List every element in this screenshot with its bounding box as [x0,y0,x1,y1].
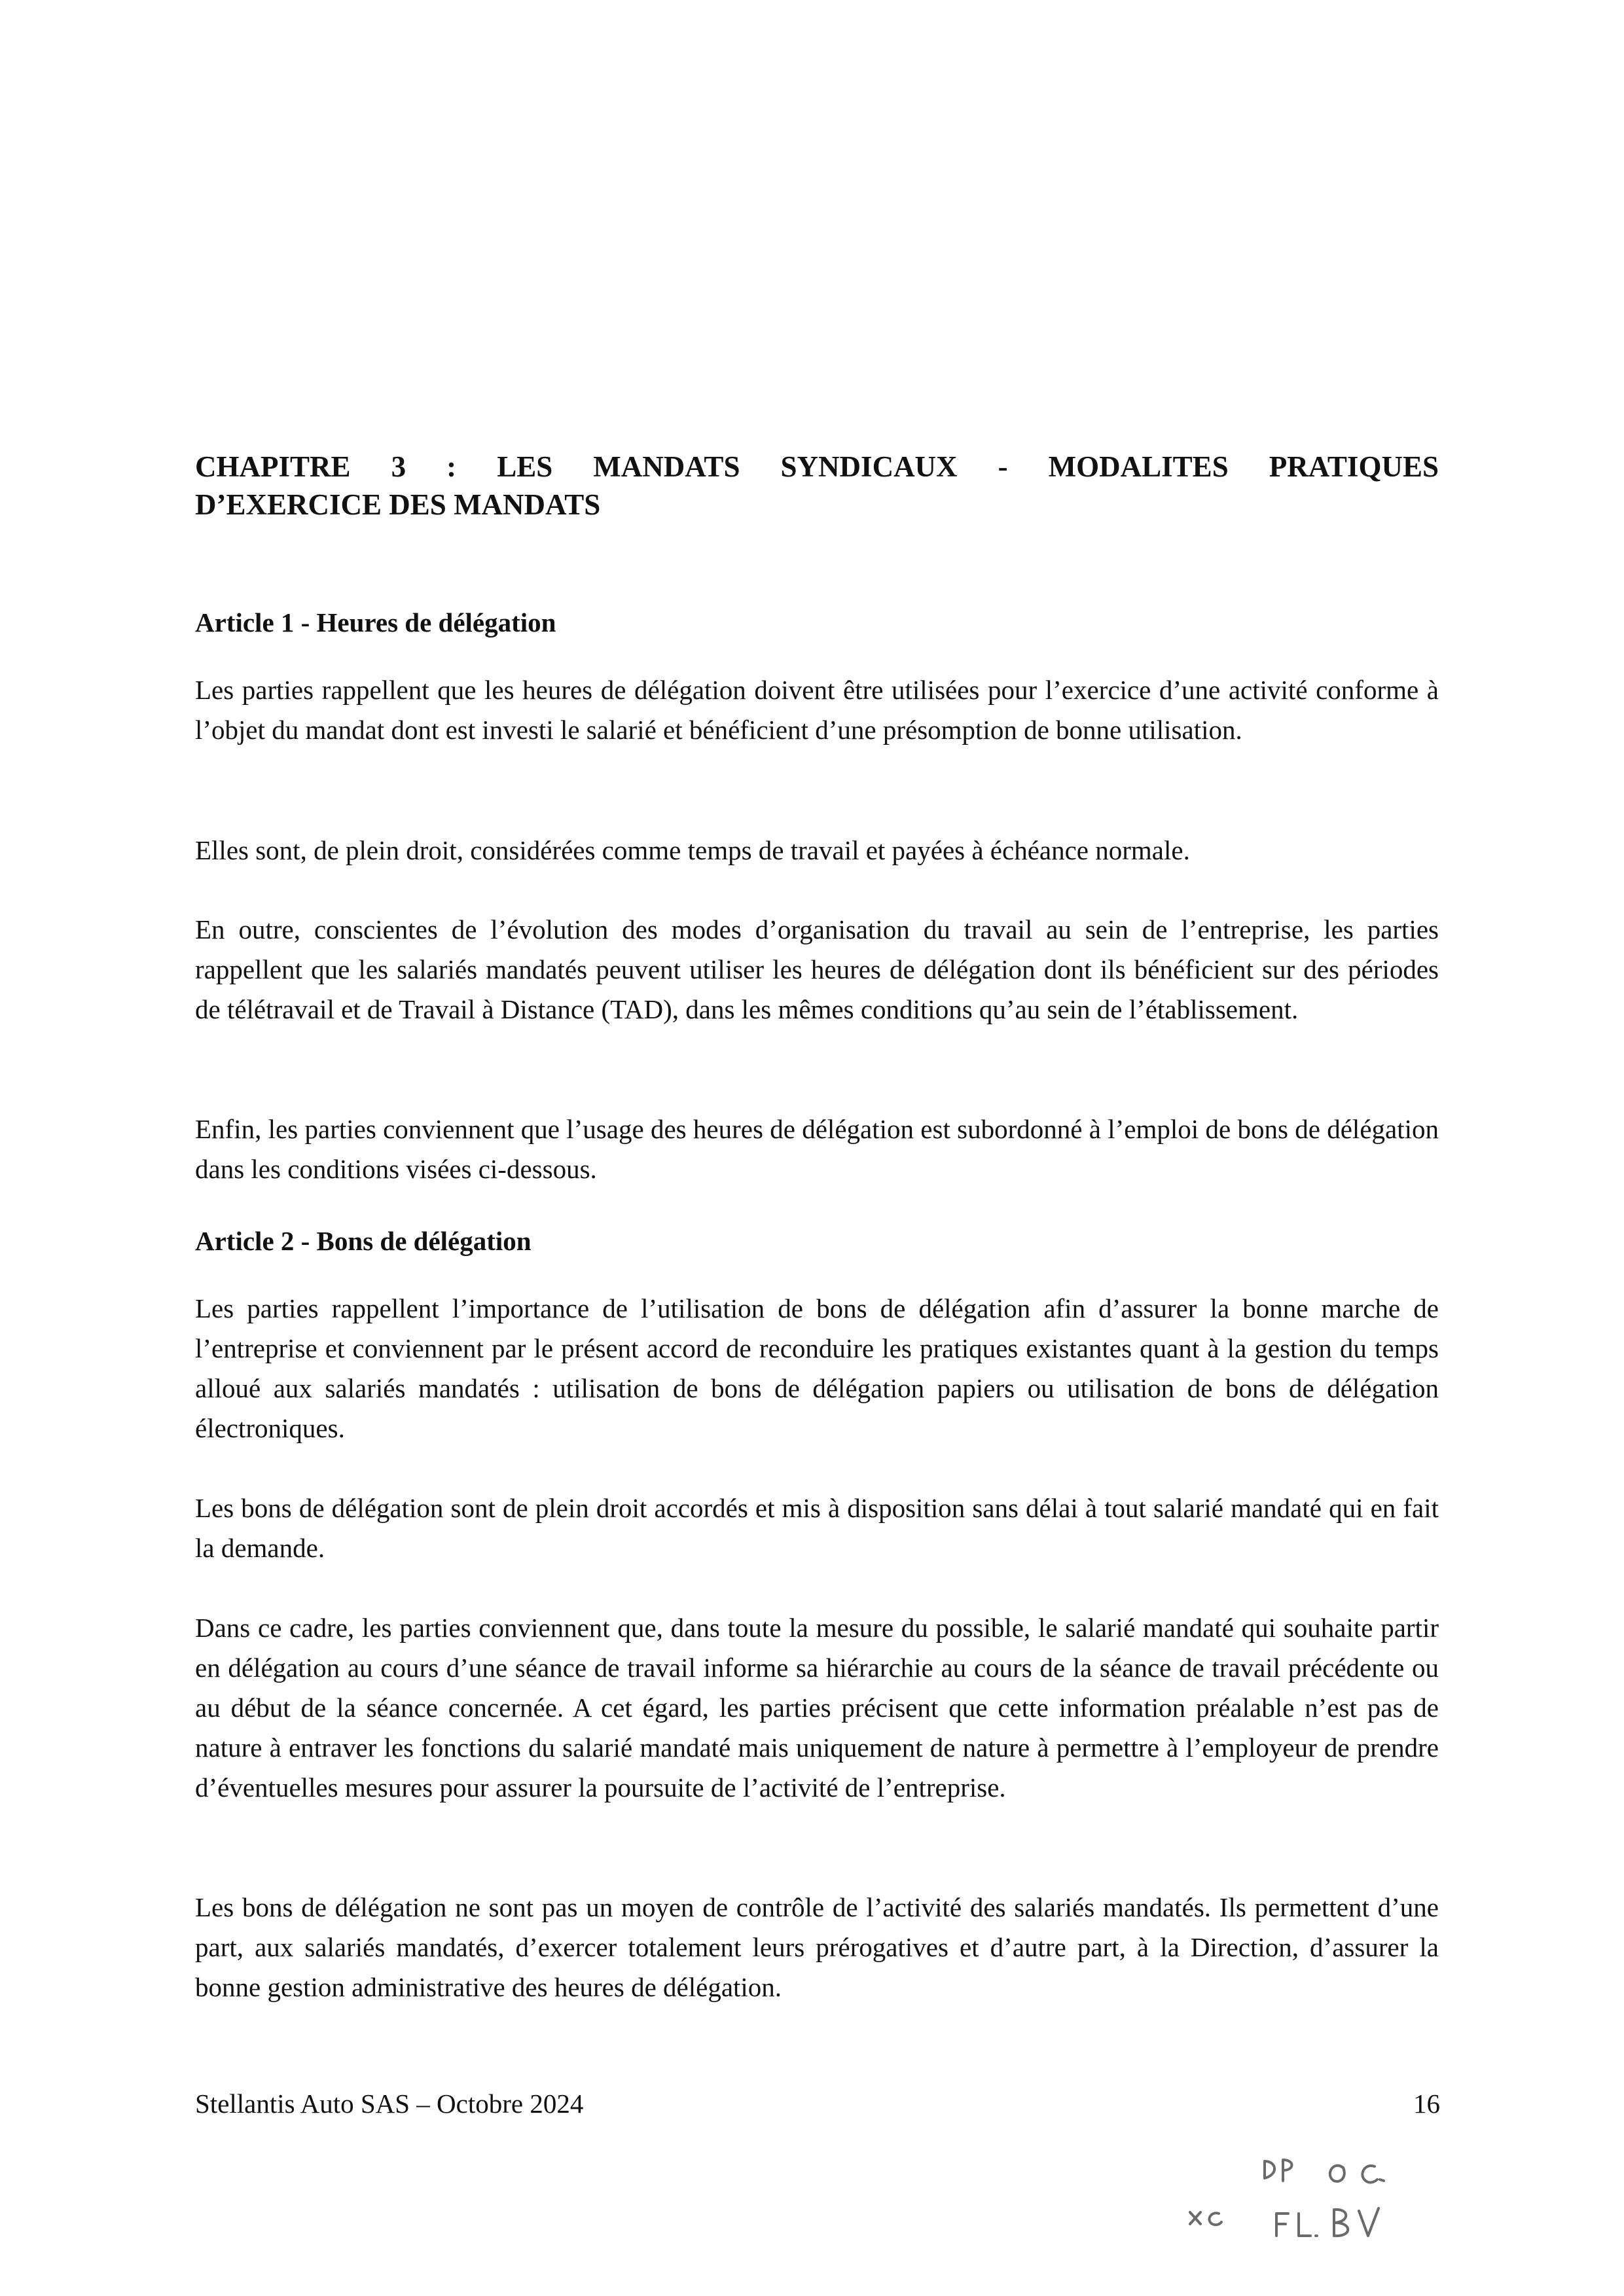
article2-paragraph-1: Les parties rappellent l’importance de l’utilisation de bons de délégation afin d’assurer la bonne marche de l’entreprise et conviennent par le présent accord de reconduire les pratiques existantes quant à la gestion du temps alloué aux salariés mandatés : utilisation de bons de délégation papiers ou utilisation de bons de délégation électroniques. [195,1293,1439,1443]
chapter-heading-line2: D’EXERCICE DES MANDATS [195,488,601,521]
article2-title: Article 2 - Bons de délégation [195,1226,532,1256]
article2-paragraph-3: Dans ce cadre, les parties conviennent que, dans toute la mesure du possible, le salarié mandaté qui souhaite partir en délégation au cours d’une séance de travail informe sa hiérarchie au cours de la séance de travail précédente ou au début de la séance concernée. A cet égard, les parties précisent que cette information préalable n’est pas de nature à entraver les fonctions du salarié mandaté mais uniquement de nature à permettre à l’employeur de prendre d’éventuelles mesures pour assurer la poursuite de l’activité de l’entreprise. [195,1613,1439,1803]
handwritten-initials [1178,2140,1453,2245]
article1-paragraph-4: Enfin, les parties conviennent que l’usage des heures de délégation est subordonné à l’emploi de bons de délégation dans les conditions visées ci-dessous. [195,1114,1439,1184]
article1-title: Article 1 - Heures de délégation [195,607,556,637]
article2-paragraph-2: Les bons de délégation sont de plein droit accordés et mis à disposition sans délai à tout salarié mandaté qui en fait la demande. [195,1493,1439,1563]
article2-paragraph-4: Les bons de délégation ne sont pas un moyen de contrôle de l’activité des salariés mandatés. Ils permettent d’une part, aux salariés mandatés, d’exercer totalement leurs prérogatives et d’autre part, à la Direction, d’assurer la bonne gestion administrative des heures de délégation. [195,1892,1439,2002]
page-number: 16 [1413,2089,1440,2119]
article1-paragraph-3: En outre, conscientes de l’évolution des modes d’organisation du travail au sein de l’entreprise, les parties rappellent que les salariés mandatés peuvent utiliser les heures de délégation dont ils bénéficient sur des périodes de télétravail et de Travail à Distance (TAD), dans les mêmes conditions qu’au sein de l’établissement. [195,914,1439,1024]
article1-paragraph-2: Elles sont, de plein droit, considérées comme temps de travail et payées à échéance normale. [195,835,1190,865]
article1-paragraph-1: Les parties rappellent que les heures de délégation doivent être utilisées pour l’exercice d’une activité conforme à l’objet du mandat dont est investi le salarié et bénéficient d’une présomption de bonne utilisation. [195,675,1439,745]
footer-company-date: Stellantis Auto SAS – Octobre 2024 [195,2089,584,2119]
chapter-heading-line1: CHAPITRE 3 : LES MANDATS SYNDICAUX - MODALITES PRATIQUES [195,450,1439,483]
chapter-heading [195,448,1439,524]
